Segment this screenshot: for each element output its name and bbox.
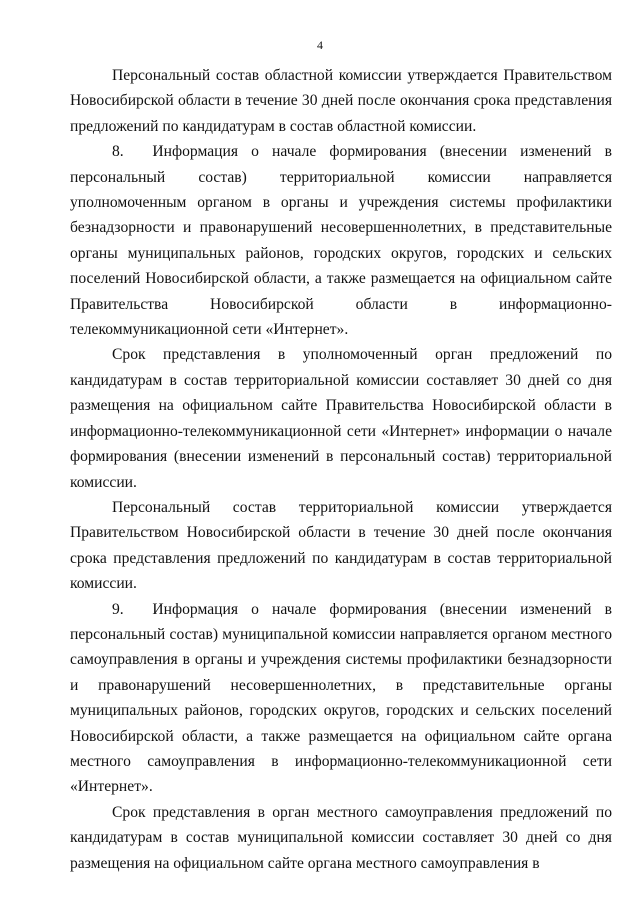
- paragraph-municipal-deadline: Срок представления в орган местного самоуправления предложений по кандидатурам в состав муниципальной комиссии составляет 30 дней со дня размещения на официальном сайте органа местного самоуправления в: [70, 803, 612, 872]
- document-body: [70, 63, 612, 876]
- paragraph-territorial-approval: Персональный состав территориальной комиссии утверждается Правительством Новосибирской области в течение 30 дней после окончания срока представления предложений по кандидатурам в состав территориальной комиссии.: [70, 498, 612, 593]
- paragraph-item-9: 9. Информация о начале формирования (внесении изменений в персональный состав) муниципальной комиссии направляется органом местного самоуправления в органы и учреждения системы профилактики безнадзорности и правонарушений несовершеннолетних, в представительные органы муниципальных районов, городских округов, городских и сельских поселений Новосибирской области, а также размещается на официальном сайте органа местного самоуправления в информационно-телекоммуникационной сети «Интернет».: [70, 600, 612, 796]
- paragraph-item-8: 8. Информация о начале формирования (внесении изменений в персональный состав) территориальной комиссии направляется уполномоченным органом в органы и учреждения системы профилактики безнадзорности и правонарушений несовершеннолетних, в представительные органы муниципальных районов, городских округов, городских и сельских поселений Новосибирской области, а также размещается на официальном сайте Правительства Новосибирской области в информационно-телекоммуникационной сети «Интернет».: [70, 143, 612, 339]
- page-number: 4: [317, 38, 323, 52]
- paragraph-commission-approval: Персональный состав областной комиссии утверждается Правительством Новосибирской области в течение 30 дней после окончания срока представления предложений по кандидатурам в состав областной комиссии.: [70, 67, 612, 135]
- paragraph-territorial-deadline: Срок представления в уполномоченный орган предложений по кандидатурам в состав территориальной комиссии составляет 30 дней со дня размещения на официальном сайте Правительства Новосибирской области в информационно-телекоммуникационной сети «Интернет» информации о начале формирования (внесении изменений в персональный состав) территориальной комиссии.: [70, 346, 612, 491]
